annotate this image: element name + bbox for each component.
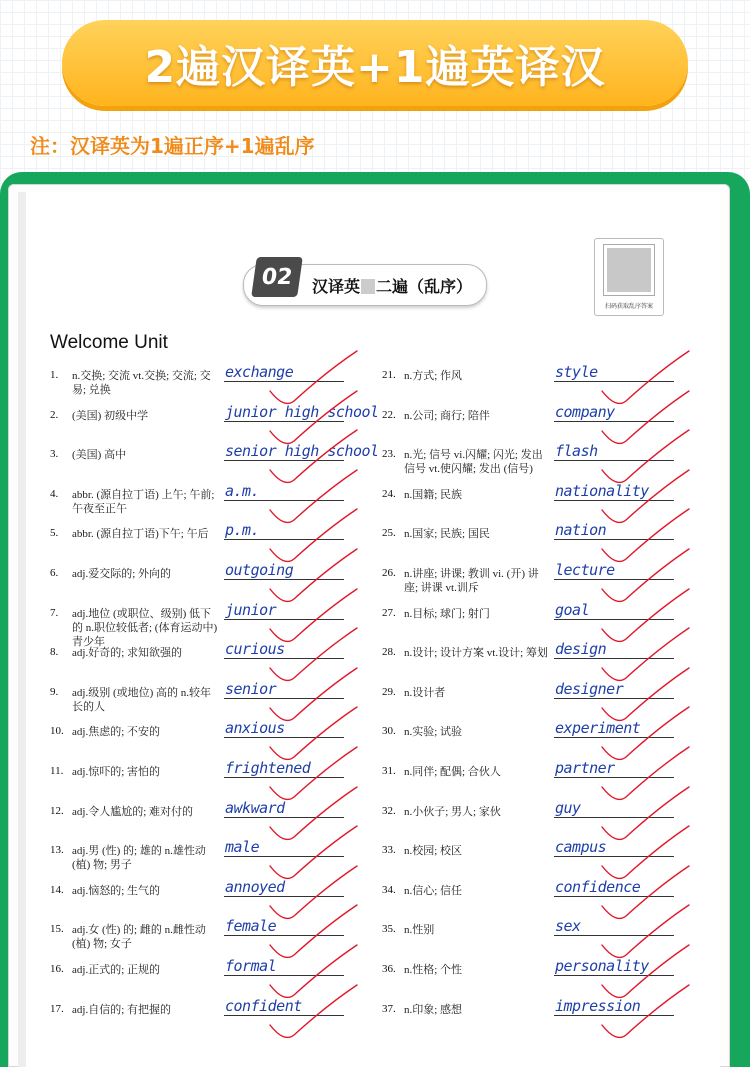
- entry-number: 10.: [50, 725, 64, 738]
- qr-code-image: [604, 245, 654, 295]
- entry-number: 17.: [50, 1002, 64, 1015]
- entry-number: 16.: [50, 963, 64, 975]
- entry-number: 13.: [50, 844, 64, 857]
- entry-meaning: adj.令人尴尬的; 难对付的: [72, 805, 193, 818]
- answer-line: [224, 539, 344, 540]
- handwritten-answer: formal: [225, 957, 277, 975]
- answer-line: [554, 975, 674, 976]
- answer-line: [224, 381, 344, 382]
- entry-number: 26.: [382, 567, 396, 579]
- handwritten-answer: curious: [225, 640, 285, 659]
- handwritten-answer: design: [555, 640, 607, 659]
- entry-number: 12.: [50, 804, 64, 817]
- entry-number: 8.: [50, 646, 59, 659]
- qr-caption: 扫码获取乱序答案: [604, 303, 653, 310]
- answer-line: [224, 619, 344, 620]
- answer-line: [224, 737, 344, 738]
- entry-meaning: adj.正式的; 正规的: [72, 964, 160, 976]
- answer-line: [554, 698, 674, 699]
- entry-meaning: n.方式; 作风: [404, 370, 463, 382]
- entry-number: 34.: [382, 883, 396, 896]
- handwritten-answer: outgoing: [225, 561, 294, 579]
- entry-meaning: n.同伴; 配偶; 合伙人: [404, 766, 501, 778]
- entry-meaning: adj.爱交际的; 外向的: [72, 568, 171, 580]
- entry-meaning: n.设计者: [404, 686, 446, 699]
- handwritten-answer: a.m.: [225, 481, 260, 500]
- answer-line: [224, 935, 344, 936]
- entry-number: 11.: [50, 765, 64, 777]
- handwritten-answer: sex: [555, 917, 581, 936]
- entry-number: 15.: [50, 923, 64, 936]
- section-title: [312, 274, 472, 297]
- handwritten-answer: junior high school: [225, 402, 379, 421]
- section-number: 02: [251, 257, 303, 297]
- entry-number: 29.: [382, 685, 396, 698]
- handwritten-answer: company: [555, 402, 615, 421]
- entry-number: 27.: [382, 606, 396, 619]
- qr-code[interactable]: [594, 238, 664, 316]
- answer-line: [224, 579, 344, 580]
- handwritten-answer: nation: [555, 521, 607, 540]
- entry-number: 14.: [50, 883, 64, 896]
- answer-line: [554, 460, 674, 461]
- entry-meaning: n.目标; 球门; 射门: [404, 607, 490, 620]
- entry-meaning: adj.焦虑的; 不安的: [72, 726, 160, 739]
- answer-line: [554, 579, 674, 580]
- entry-number: 31.: [382, 765, 396, 777]
- answer-line: [554, 935, 674, 936]
- unit-title: Welcome Unit: [50, 332, 168, 353]
- note-text: 注：汉译英为1遍正序+1遍乱序: [30, 134, 315, 158]
- entry-meaning: n.国家; 民族; 国民: [404, 528, 490, 541]
- answer-line: [554, 737, 674, 738]
- answer-line: [554, 856, 674, 857]
- entry-meaning: n.交换; 交流 vt.交换; 交流; 交易; 兑换: [72, 370, 211, 396]
- handwritten-answer: personality: [555, 957, 649, 975]
- answer-line: [554, 500, 674, 501]
- answer-line: [224, 500, 344, 501]
- answer-line: [224, 421, 344, 422]
- entry-meaning: adj.惊吓的; 害怕的: [72, 766, 160, 778]
- entry-meaning: n.校园; 校区: [404, 845, 463, 858]
- redaction-block: [361, 279, 375, 294]
- answer-line: [554, 539, 674, 540]
- entry-number: 7.: [50, 606, 59, 619]
- handwritten-answer: annoyed: [225, 877, 285, 896]
- entry-meaning: adj.恼怒的; 生气的: [72, 884, 160, 897]
- handwritten-answer: partner: [555, 759, 615, 777]
- handwritten-answer: designer: [555, 679, 624, 698]
- entry-meaning: n.印象; 感想: [404, 1003, 463, 1016]
- handwritten-answer: senior: [225, 679, 277, 698]
- entry-meaning: n.小伙子; 男人; 家伙: [404, 805, 501, 818]
- section-tab: [243, 264, 487, 306]
- handwritten-answer: lecture: [555, 561, 615, 579]
- entry-number: 2.: [50, 408, 59, 421]
- entry-meaning: adj.自信的; 有把握的: [72, 1003, 171, 1016]
- entry-number: 30.: [382, 725, 396, 738]
- handwritten-answer: female: [225, 917, 277, 936]
- entry-number: 36.: [382, 963, 396, 975]
- entry-number: 9.: [50, 685, 59, 698]
- entry-number: 6.: [50, 567, 59, 579]
- entry-number: 28.: [382, 646, 396, 659]
- answer-line: [554, 619, 674, 620]
- handwritten-answer: awkward: [225, 798, 285, 817]
- entry-meaning: abbr. (源自拉丁语)下午; 午后: [72, 528, 209, 541]
- entry-meaning: n.信心; 信任: [404, 884, 463, 897]
- entry-number: 4.: [50, 487, 59, 500]
- entry-number: 22.: [382, 408, 396, 421]
- entry-meaning: n.设计; 设计方案 vt.设计; 筹划: [404, 647, 548, 660]
- header-banner: [62, 20, 688, 106]
- entry-number: 35.: [382, 923, 396, 936]
- entry-number: 24.: [382, 487, 396, 500]
- answer-line: [224, 698, 344, 699]
- handwritten-answer: campus: [555, 838, 607, 857]
- answer-line: [224, 777, 344, 778]
- handwritten-answer: frightened: [225, 759, 311, 777]
- answer-line: [224, 658, 344, 659]
- handwritten-answer: experiment: [555, 719, 641, 738]
- handwritten-answer: p.m.: [225, 521, 260, 540]
- handwritten-answer: senior high school: [225, 442, 379, 461]
- handwritten-answer: nationality: [555, 481, 649, 500]
- answer-line: [224, 1015, 344, 1016]
- answer-line: [554, 777, 674, 778]
- handwritten-answer: impression: [555, 996, 641, 1015]
- entry-meaning: adj.地位 (或职位、级别) 低下的 n.职位较低者; (体育运动中) 青少年: [72, 607, 218, 648]
- entry-meaning: adj.男 (性) 的; 雄的 n.雄性动 (植) 物; 男子: [72, 845, 206, 872]
- banner-title: 2遍汉译英+1遍英译汉: [144, 42, 606, 93]
- entry-meaning: n.光; 信号 vi.闪耀; 闪光; 发出信号 vt.使闪耀; 发出 (信号): [404, 449, 543, 476]
- handwritten-answer: flash: [555, 442, 598, 461]
- handwritten-answer: exchange: [225, 363, 294, 381]
- answer-line: [554, 381, 674, 382]
- entry-meaning: abbr. (源自拉丁语) 上午; 午前; 午夜至正午: [72, 488, 215, 515]
- handwritten-answer: anxious: [225, 719, 285, 738]
- handwritten-answer: goal: [555, 600, 590, 619]
- handwritten-answer: style: [555, 363, 598, 381]
- entry-meaning: n.实验; 试验: [404, 726, 463, 739]
- entry-meaning: n.性别: [404, 924, 435, 937]
- answer-line: [554, 817, 674, 818]
- handwritten-answer: confidence: [555, 877, 641, 896]
- answer-line: [554, 421, 674, 422]
- entry-number: 23.: [382, 448, 396, 461]
- entry-number: 3.: [50, 448, 59, 461]
- handwritten-answer: junior: [225, 600, 277, 619]
- section-title-b: 二遍（乱序）: [376, 277, 473, 296]
- entry-meaning: adj.级别 (或地位) 高的 n.较年长的人: [72, 686, 212, 713]
- entry-number: 1.: [50, 369, 59, 381]
- section-title-a: 汉译英: [312, 277, 361, 296]
- answer-line: [224, 896, 344, 897]
- entry-meaning: adj.女 (性) 的; 雌的 n.雌性动 (植) 物; 女子: [72, 924, 206, 951]
- entry-number: 33.: [382, 844, 396, 857]
- answer-line: [224, 856, 344, 857]
- entry-number: 21.: [382, 369, 396, 381]
- handwritten-answer: male: [225, 838, 260, 857]
- handwritten-answer: confident: [225, 996, 302, 1015]
- answer-line: [554, 658, 674, 659]
- entry-meaning: adj.好奇的; 求知欲强的: [72, 647, 182, 660]
- entry-meaning: n.公司; 商行; 陪伴: [404, 409, 490, 422]
- handwritten-answer: guy: [555, 798, 581, 817]
- answer-line: [554, 896, 674, 897]
- entry-meaning: (美国) 高中: [72, 449, 127, 462]
- answer-line: [224, 817, 344, 818]
- entry-meaning: n.讲座; 讲课; 教训 vi. (开) 讲座; 讲课 vt.训斥: [404, 568, 539, 594]
- answer-line: [224, 460, 344, 461]
- answer-line: [554, 1015, 674, 1016]
- entry-meaning: n.国籍; 民族: [404, 488, 463, 501]
- entry-number: 5.: [50, 527, 59, 540]
- entry-number: 25.: [382, 527, 396, 540]
- entry-meaning: (美国) 初级中学: [72, 409, 149, 422]
- entry-meaning: n.性格; 个性: [404, 964, 463, 976]
- entry-number: 37.: [382, 1002, 396, 1015]
- entry-number: 32.: [382, 804, 396, 817]
- answer-line: [224, 975, 344, 976]
